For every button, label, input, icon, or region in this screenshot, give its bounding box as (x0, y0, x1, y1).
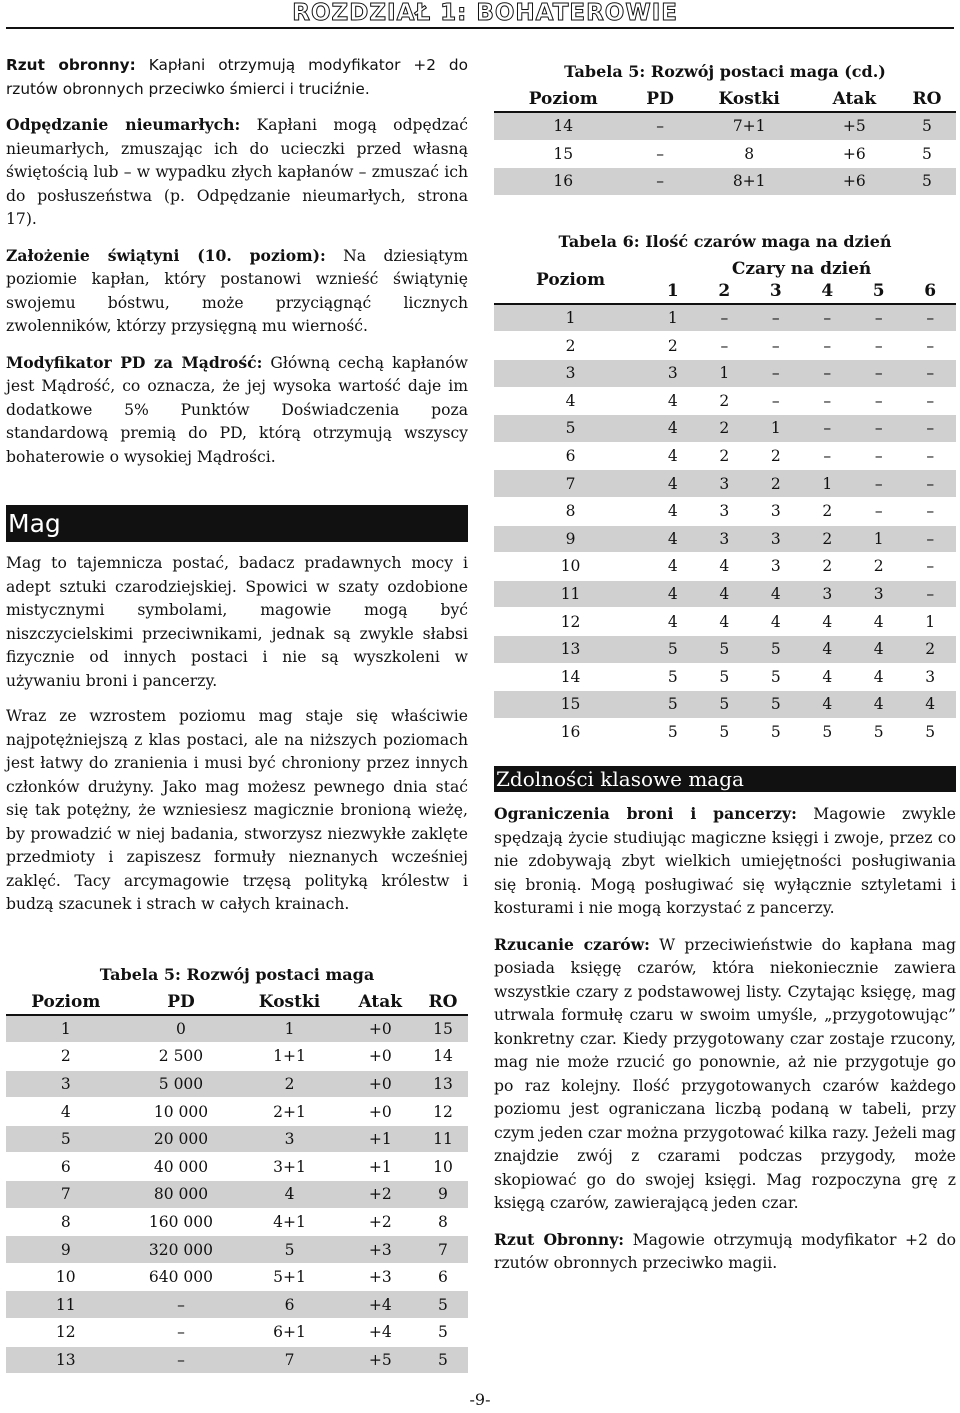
table-cell: 4 (719, 612, 730, 631)
table-cell: – (126, 1291, 237, 1319)
table-cell: 8 (744, 144, 755, 163)
column-header: 6 (924, 280, 937, 301)
table-cell: 80 000 (126, 1181, 237, 1209)
table-cell: 3 (236, 1125, 342, 1153)
column-header: Kostki (258, 991, 321, 1012)
mage-progression-table (6, 990, 468, 1375)
table-cell: 5 000 (126, 1070, 237, 1098)
left-column (6, 54, 468, 1374)
table-cell: 3 (699, 525, 750, 553)
table-cell: 4 (750, 580, 801, 608)
table-cell: 4 (853, 635, 904, 663)
header-rule (6, 27, 954, 29)
table-cell: +0 (368, 1047, 392, 1066)
table-cell: 9 (6, 1236, 126, 1264)
table-row (6, 1236, 468, 1264)
table-cell: 3 (925, 667, 936, 686)
table-cell: – (904, 580, 956, 608)
table-cell: 1 (699, 359, 750, 387)
table-cell: – (126, 1346, 237, 1374)
column-header: Atak (358, 991, 403, 1012)
paragraph-text: Kapłani otrzymują modyfikator +2 do rzutów obronnych przeciwko śmierci i truciźnie. (6, 56, 468, 98)
right-column (494, 54, 956, 1288)
table-cell: – (771, 336, 780, 355)
column-header: Atak (832, 89, 877, 109)
table-row (6, 1181, 468, 1209)
column-header: 5 (872, 280, 885, 301)
table-cell: – (874, 336, 883, 355)
table-cell: – (926, 557, 935, 576)
table-cell: 4 (853, 691, 904, 719)
paragraph-label: Rzut obronny: (6, 56, 136, 74)
table-row (6, 1263, 468, 1291)
table-cell: 5 (719, 722, 730, 741)
table-cell: 2 (699, 415, 750, 443)
table-cell: – (926, 447, 935, 466)
table-cell: 4+1 (273, 1212, 306, 1231)
table-cell: 2 (822, 557, 833, 576)
table-cell: 1 (494, 304, 647, 332)
table-cell: 8+1 (688, 168, 811, 196)
wisdom-xp-paragraph (6, 351, 468, 470)
table-cell: – (904, 304, 956, 332)
table-cell: 4 (667, 612, 678, 631)
table-cell: 1 (236, 1015, 342, 1043)
table-cell: 5+1 (273, 1268, 306, 1287)
table-cell: – (720, 336, 729, 355)
column-header: 4 (821, 280, 834, 301)
table-cell: 6+1 (273, 1323, 306, 1342)
column-header: Kostki (718, 89, 780, 109)
table-cell: 5 (822, 722, 833, 741)
table-cell: 2 (873, 557, 884, 576)
column-header: 3 (769, 280, 782, 301)
table-cell: +3 (343, 1236, 418, 1264)
table-cell: 4 (667, 502, 678, 521)
table-cell: 5 (873, 722, 884, 741)
table-row (494, 415, 956, 443)
table-row (494, 553, 956, 581)
table-cell: 5 (750, 691, 801, 719)
table-cell: 10 (560, 557, 581, 576)
table-cell: 160 000 (148, 1212, 214, 1231)
table-cell: 5 (647, 691, 698, 719)
table-cell: 3 (853, 580, 904, 608)
table-cell: – (802, 415, 853, 443)
table-cell: 12 (560, 612, 581, 631)
table-row (6, 1125, 468, 1153)
table-row (6, 1015, 468, 1043)
table-cell: – (802, 304, 853, 332)
table-cell: 2 (565, 336, 576, 355)
table-cell: – (904, 359, 956, 387)
table-cell: +0 (343, 1015, 418, 1043)
spells-group-header: Czary na dzień (731, 258, 872, 279)
table-cell: 3 (6, 1070, 126, 1098)
table-cell: 2 (667, 336, 678, 355)
table-cell: 16 (560, 722, 581, 741)
table-cell: 4 (699, 580, 750, 608)
table-cell: 5 (719, 667, 730, 686)
table-cell: 4 (719, 557, 730, 576)
table-cell: 3 (770, 502, 781, 521)
table-cell: 3+1 (273, 1157, 306, 1176)
paragraph-label: Rzucanie czarów: (494, 934, 650, 954)
table-cell: 40 000 (153, 1157, 209, 1176)
table-cell: 5 (667, 722, 678, 741)
section-heading-class-abilities: Zdolności klasowe maga (494, 766, 956, 792)
table-row (494, 608, 956, 636)
table-cell: 2 (904, 635, 956, 663)
table-row (6, 1319, 468, 1347)
table-cell: +6 (842, 144, 866, 163)
table-cell: – (853, 470, 904, 498)
weapons-armor-paragraph (494, 802, 956, 921)
mage-progression-table-cont (494, 87, 956, 196)
table-row (494, 580, 956, 608)
table-row (6, 1070, 468, 1098)
table-cell: – (874, 391, 883, 410)
table-cell: 1 (925, 612, 936, 631)
paragraph-text: W przeciwieństwie do kapłana mag posiada księgę czarów, która niekoniecznie zawiera wszystkie czary z podstawowej listy. Czytając księgę, mag utrwala formułę czaru w swoim umyśle, „przygotowując” konkretny czar. Kiedy przygotowany czar zostaje rzucony, mag nie może rzucić go ponownie, aż nie przygotuje go po raz kolejny. Ilość przygotowanych czarów każdego poziomu jest ograniczana liczbą podaną w tabeli, przy czym jeden czar można przygotować kilka razy. Jeżeli mag znajdzie zwój z czarami podczas przygody, może skopiować go do swojej księgi. Mag rozpoczyna grę z księgą czarów, zawierającą jeden czar. (494, 935, 956, 1213)
table-cell: – (750, 359, 801, 387)
table-row (494, 525, 956, 553)
table-cell: 5 (898, 112, 956, 140)
table-caption: Tabela 5: Rozwój postaci maga (cd.) (564, 62, 886, 81)
table-cell: 2 (802, 525, 853, 553)
table-row (494, 387, 956, 415)
table-cell: 5 (6, 1125, 126, 1153)
table-cell: – (853, 359, 904, 387)
table-cell: 4 (236, 1181, 342, 1209)
table-cell: 1+1 (273, 1047, 306, 1066)
table-cell: 9 (418, 1181, 468, 1209)
table-cell: 4 (647, 580, 698, 608)
column-header: RO (428, 991, 458, 1012)
table-cell: 12 (433, 1102, 453, 1121)
table-cell: 7 (236, 1346, 342, 1374)
column-header: RO (912, 89, 942, 109)
table-cell: 5 (699, 635, 750, 663)
table-cell: +0 (343, 1070, 418, 1098)
table-cell: – (926, 391, 935, 410)
table-cell: 11 (6, 1291, 126, 1319)
saving-throw-paragraph (6, 54, 468, 101)
table-row (6, 1153, 468, 1181)
table-cell: – (904, 415, 956, 443)
table-cell: – (874, 502, 883, 521)
table-cell: 4 (60, 1102, 71, 1121)
table-row (6, 1043, 468, 1071)
column-header: Poziom (528, 89, 598, 109)
table-row (6, 1291, 468, 1319)
table-cell: 2+1 (273, 1102, 306, 1121)
table-caption: Tabela 6: Ilość czarów maga na dzień (558, 231, 892, 251)
table-cell: – (853, 415, 904, 443)
table-cell: – (771, 391, 780, 410)
paragraph-label: Modyfikator PD za Mądrość: (6, 352, 263, 372)
table-cell: – (802, 359, 853, 387)
table-cell: 3 (647, 359, 698, 387)
section-heading-mage: Mag (6, 505, 468, 542)
table-cell: 4 (667, 557, 678, 576)
table-cell: 3 (802, 580, 853, 608)
table-cell: 6 (236, 1291, 342, 1319)
turn-undead-paragraph (6, 113, 468, 232)
column-header: 1 (666, 280, 679, 301)
table-row (494, 140, 956, 168)
table-cell: 3 (770, 557, 781, 576)
table-cell: 0 (126, 1015, 237, 1043)
table-cell: – (823, 447, 832, 466)
table-cell: 14 (433, 1047, 453, 1066)
table-row (6, 1208, 468, 1236)
table-cell: 4 (822, 667, 833, 686)
table-cell: +4 (368, 1323, 392, 1342)
paragraph-label: Odpędzanie nieumarłych: (6, 115, 241, 134)
column-header: PD (646, 89, 674, 109)
column-header: Poziom (31, 991, 101, 1012)
table-row (6, 1346, 468, 1374)
table-row (494, 470, 956, 498)
table-cell: 1 (750, 415, 801, 443)
table-cell: +4 (343, 1291, 418, 1319)
table-cell: 10 (433, 1157, 453, 1176)
column-header: PD (167, 991, 195, 1012)
table-cell: – (823, 336, 832, 355)
table-cell: – (904, 525, 956, 553)
table-cell: 4 (667, 391, 678, 410)
table-cell: 12 (55, 1323, 76, 1342)
table-cell: 20 000 (126, 1125, 237, 1153)
table-cell: – (904, 470, 956, 498)
paragraph-label: Ograniczenia broni i pancerzy: (494, 804, 797, 824)
table-cell: 5 (770, 722, 781, 741)
table-cell: 5 (647, 635, 698, 663)
table-cell: – (926, 336, 935, 355)
table-cell: 8 (565, 502, 576, 521)
table-cell: 2 (60, 1047, 71, 1066)
table-row (494, 112, 956, 140)
mage-growth-paragraph: Wraz ze wzrostem poziomu mag staje się właściwie najpotężniejszą z klas postaci, ale na niższych poziomach jest łatwy do zranienia i musi być chroniony przez innych członków drużyny. Jako mag możesz pewnego dnia stać się tak potężny, że wzniesiesz magicznie bronioną wieżę, by prowadzić w niej badania, stworzysz niezwykłe zaklęte przedmioty i zapiszesz formuły nieznanych wcześniej zaklęć. Tacy arcymagowie trzęsą polityką królestw i budzą szacunek i strach w całych krainach. (6, 707, 468, 913)
table-cell: 1 (802, 470, 853, 498)
table-cell: 13 (6, 1346, 126, 1374)
table-cell: 5 (925, 722, 936, 741)
table-cell: 4 (565, 391, 576, 410)
table-cell: – (823, 391, 832, 410)
table-cell: 2 500 (158, 1047, 204, 1066)
table-cell: 5 (418, 1291, 468, 1319)
table-cell: 6 (565, 447, 576, 466)
table-cell: 1 (853, 525, 904, 553)
table-cell: 4 (873, 612, 884, 631)
table-cell: +1 (368, 1157, 392, 1176)
table-cell: – (656, 144, 664, 163)
paragraph-text: Główną cechą kapłanów jest Mądrość, co oznacza, że jej wysoka wartość daje im dodatkowe 5% Punktów Doświadczenia poza standardową premią do PD, którą otrzymują wszyscy bohaterowie o wysokiej Mądrości. (6, 353, 468, 466)
table-cell: 3 (699, 470, 750, 498)
paragraph-text: Kapłani mogą odpędzać nieumarłych, zmuszając ich do ucieczki przed własną świętością lub – w wypadku złych kapłanów – zmuszać ich do posłuszeństwa (p. Odpędzanie nieumarłych, strona 17). (6, 116, 468, 228)
table-cell: 5 (699, 691, 750, 719)
table-row (494, 691, 956, 719)
table-caption: Tabela 5: Rozwój postaci maga (99, 964, 375, 984)
table-row (494, 497, 956, 525)
table-cell: +0 (368, 1102, 392, 1121)
table-cell: 2 (822, 502, 833, 521)
table-row (494, 663, 956, 691)
table-cell: 14 (494, 112, 632, 140)
table-cell: 5 (667, 667, 678, 686)
table-cell: 15 (553, 144, 574, 163)
table-cell: +5 (343, 1346, 418, 1374)
table-cell: – (874, 447, 883, 466)
spells-per-day-table (494, 257, 956, 747)
table-cell: 5 (494, 415, 647, 443)
spellcasting-paragraph (494, 933, 956, 1216)
table-row (494, 168, 956, 196)
mage-saving-throw-paragraph (494, 1228, 956, 1276)
table-cell: 4 (647, 470, 698, 498)
table-cell: 10 (55, 1268, 76, 1287)
table-cell: 3 (750, 525, 801, 553)
table-cell: 14 (560, 667, 581, 686)
table-cell: 11 (418, 1125, 468, 1153)
table-cell: 6 (438, 1268, 448, 1287)
table-row (494, 332, 956, 360)
table-cell: 13 (494, 635, 647, 663)
table-cell: 5 (750, 635, 801, 663)
chapter-title: ROZDZIAŁ 1: BOHATEROWIE (292, 0, 678, 26)
table-cell: 2 (719, 447, 730, 466)
table-cell: 4 (770, 612, 781, 631)
table-cell: 3 (719, 502, 730, 521)
table-cell: 7 (6, 1181, 126, 1209)
table-cell: 4 (802, 691, 853, 719)
table-cell: 4 (904, 691, 956, 719)
paragraph-label: Rzut Obronny: (494, 1229, 625, 1249)
table-cell: – (750, 304, 801, 332)
table-cell: 5 (418, 1346, 468, 1374)
paragraph-label: Założenie świątyni (10. poziom): (6, 245, 326, 265)
table-cell: – (699, 304, 750, 332)
table-cell: 1 (6, 1015, 126, 1043)
table-row (494, 304, 956, 332)
table-cell: 4 (667, 447, 678, 466)
table-cell: 15 (418, 1015, 468, 1043)
table-cell: +6 (811, 168, 898, 196)
table-cell: 2 (750, 470, 801, 498)
table-cell: – (632, 112, 687, 140)
paragraph-text: Magowie otrzymują modyfikator +2 do rzutów obronnych przeciwko magii. (494, 1230, 956, 1273)
table-cell: 11 (494, 580, 647, 608)
table-cell: 4 (647, 525, 698, 553)
paragraph-text: Magowie zwykle spędzają życie studiując magiczne księgi i zwoje, przez co nie zdobywają zbyt wielkich umiejętności posługiwania się bronią. Mogą posługiwać się wyłącznie sztyletami i kosturami i nie mogą korzystać z pancerzy. (494, 805, 956, 918)
table-row (494, 635, 956, 663)
table-cell: 3 (494, 359, 647, 387)
table-cell: 320 000 (126, 1236, 237, 1264)
table-cell: 4 (873, 667, 884, 686)
table-cell: 10 000 (153, 1102, 209, 1121)
table-cell: 7 (494, 470, 647, 498)
table-cell: 4 (647, 415, 698, 443)
table-cell: 15 (494, 691, 647, 719)
table-cell: +3 (368, 1268, 392, 1287)
table-cell: 6 (60, 1157, 71, 1176)
table-cell: 7+1 (688, 112, 811, 140)
page-number: -9- (469, 1390, 491, 1409)
table-cell: 16 (494, 168, 632, 196)
table-cell: 2 (770, 447, 781, 466)
level-header: Poziom (536, 269, 606, 290)
table-cell: – (853, 304, 904, 332)
table-row (494, 442, 956, 470)
table-cell: 9 (494, 525, 647, 553)
column-header: 2 (718, 280, 731, 301)
table-cell: 5 (898, 168, 956, 196)
table-cell: 4 (822, 612, 833, 631)
table-cell: 5 (770, 667, 781, 686)
table-cell: – (632, 168, 687, 196)
table-row (494, 718, 956, 746)
table-row (6, 1098, 468, 1126)
table-cell: 7 (418, 1236, 468, 1264)
mage-intro-paragraph: Mag to tajemnicza postać, badacz pradawnych mocy i adept sztuki czarodziejskiej. Spowici w szaty ozdobione mistycznymi symbolami, magowie mogą być niszczycielskimi przeciwnikami, jednak są zwykle słabsi fizycznie od innych postaci i nie są wyszkoleni w używaniu broni i pancerzy. (6, 554, 468, 690)
table-cell: 8 (438, 1212, 448, 1231)
table-cell: – (177, 1323, 185, 1342)
paragraph-text: Na dziesiątym poziomie kapłan, który postanowi wznieść świątynię swojemu bóstwu, może przyciągnąć licznych zwolenników, którzy przysięgną mu wierność. (6, 246, 469, 335)
table-cell: +2 (368, 1212, 392, 1231)
table-cell: +1 (343, 1125, 418, 1153)
table-cell: 2 (236, 1070, 342, 1098)
table-cell: 5 (922, 144, 932, 163)
table-cell: 8 (60, 1212, 71, 1231)
table-cell: +2 (343, 1181, 418, 1209)
table-cell: 5 (236, 1236, 342, 1264)
table-cell: 1 (647, 304, 698, 332)
table-cell: – (926, 502, 935, 521)
table-cell: 2 (719, 391, 730, 410)
table-cell: 4 (802, 635, 853, 663)
table-cell: 13 (418, 1070, 468, 1098)
table-cell: 640 000 (148, 1268, 214, 1287)
temple-paragraph (6, 244, 468, 339)
table-cell: 5 (438, 1323, 448, 1342)
table-cell: +5 (811, 112, 898, 140)
table-row (494, 359, 956, 387)
